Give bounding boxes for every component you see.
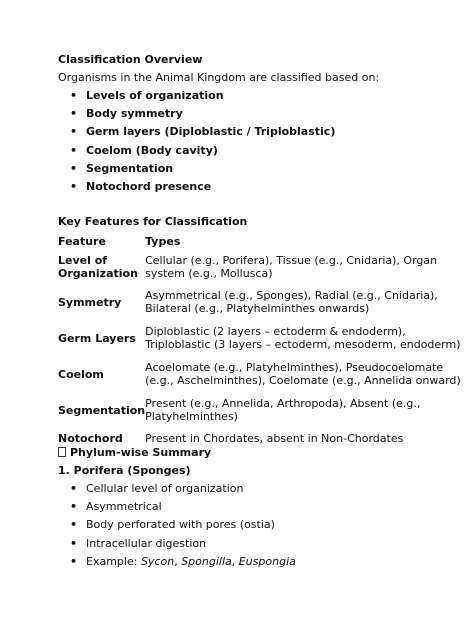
table-header-feature: Feature [58, 234, 106, 248]
table-cell-types: Present in Chordates, absent in Non-Chordates [145, 431, 404, 445]
table-cell-types: Acoelomate (e.g., Platyhelminthes), Pseudocoelomate (e.g., Aschelminthes), Coelomate (e.g., Annelida onward) [145, 361, 461, 387]
table-row [58, 284, 465, 320]
section-title-phylum-summary: Phylum-wise Summary [58, 446, 211, 459]
table-row [58, 320, 465, 356]
table-row [58, 249, 465, 284]
table-row [58, 356, 465, 392]
table-cell-types: Asymmetrical (e.g., Sponges), Radial (e.g., Cnidaria), Bilateral (e.g., Platyhelminthes onwards) [145, 289, 438, 315]
table-cell-feature: Level of Organization [58, 253, 138, 280]
subsection-title-porifera: 1. Porifera (Sponges) [58, 464, 191, 477]
table-row [58, 428, 465, 448]
table-cell-feature: Coelom [58, 367, 104, 381]
table-cell-feature: Segmentation [58, 403, 146, 417]
table-row [58, 392, 465, 428]
table-cell-feature: Germ Layers [58, 331, 136, 345]
table-cell-feature: Symmetry [58, 295, 122, 309]
features-table [58, 233, 465, 448]
section-title-key-features: Key Features for Classification [58, 215, 248, 228]
table-cell-types: Diploblastic (2 layers – ectoderm & endoderm), Triploblastic (3 layers – ectoderm, mesoderm, endoderm) [145, 325, 461, 351]
table-cell-types: Cellular (e.g., Porifera), Tissue (e.g., Cnidaria), Organ system (e.g., Mollusca) [145, 253, 438, 280]
section-title-classification-overview: Classification Overview [58, 53, 203, 66]
intro-text: Organisms in the Animal Kingdom are classified based on: [58, 71, 380, 84]
table-header-row [58, 233, 465, 249]
table-cell-types: Present (e.g., Annelida, Arthropoda), Absent (e.g., Platyhelminthes) [145, 397, 421, 423]
placeholder-glyph-icon [58, 447, 66, 457]
document-page: Classification Overview Organisms in the Animal Kingdom are classified based on: • Levels of organization • Body symmetry • Germ layers (Diploblastic / Triploblastic) • Coelom (Body cavity) • Segmentation • Notochord presence Key Features for Classification Feature Types Level of Organization Cellular (e.g., Porifera), Tissue (e.g., Cnidaria), Organ system (e.g., Mollusca) Symmetry Asymmetrical (e.g., Sponges), Radial (e.g., Cnidaria), Bilateral (e.g., Platyhelminthes onwards) Germ Layers Diploblastic (2 layers – ectoderm & endoderm), Triploblastic (3 layers – ectoderm, mesoderm, endoderm) Coelom Acoelomate (e.g., Platyhelminthes), Pseudocoelomate (e.g., Aschelminthes), Coelomate (e.g., Annelida onward) Segmentation Present (e.g., Annelida, Arthropoda), Absent (e.g., Platyhelminthes) Notochord Present in Chordates, absent in Non-Chordates Phylum-wise Summary 1. Porifera (Sponges) • Cellular level of organization • Asymmetrical • Body perforated with pores (ostia) • Intracellular digestion • Example: Sycon, Spongilla, Euspongia [0, 0, 474, 632]
table-cell-feature: Notochord [58, 431, 123, 445]
table-header-types: Types [145, 234, 181, 248]
